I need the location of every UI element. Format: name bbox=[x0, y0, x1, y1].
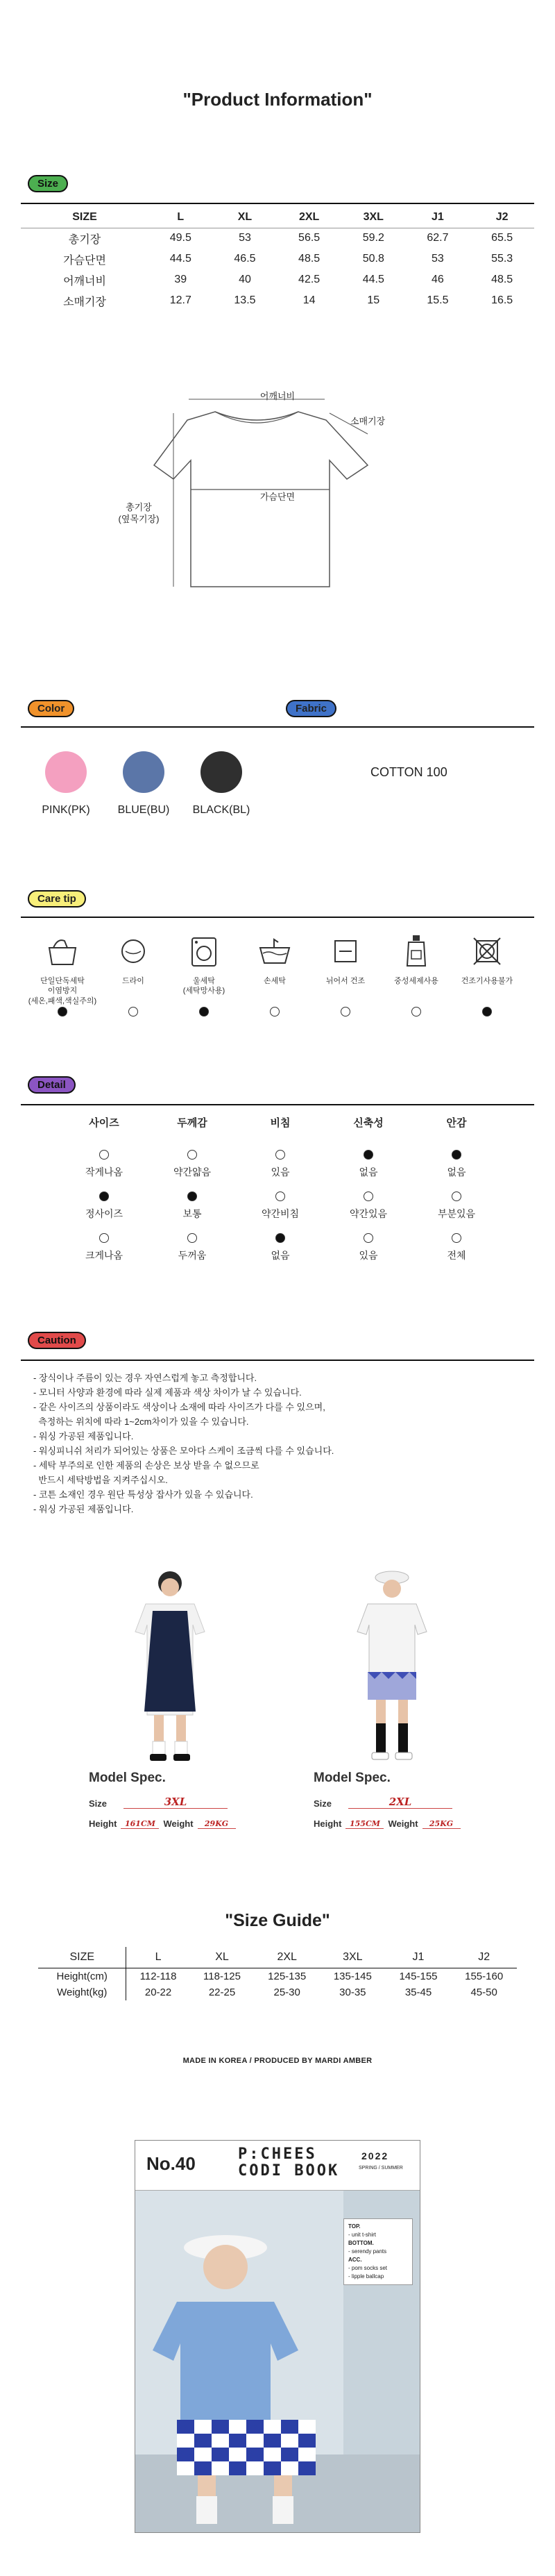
sleeve-label: 소매기장 bbox=[350, 416, 386, 426]
size-guide-cell: 125-135 bbox=[268, 1971, 307, 1982]
care-label bbox=[382, 976, 451, 1004]
model-spec-title: Model Spec. bbox=[89, 1771, 166, 1785]
detail-option bbox=[157, 1150, 227, 1191]
detail-option bbox=[246, 1191, 315, 1233]
detail-dot bbox=[452, 1233, 461, 1243]
codi-bottom-value: - serendy pants bbox=[348, 2248, 387, 2255]
color-swatch-item bbox=[183, 751, 259, 817]
care-item bbox=[240, 930, 309, 1017]
detail-grid bbox=[69, 1115, 500, 1289]
caution-badge: Caution bbox=[28, 1332, 86, 1349]
model-hw-row bbox=[89, 1818, 255, 1829]
codi-year: 2022 bbox=[361, 2150, 389, 2161]
model-weight-value: 29KG bbox=[198, 1819, 236, 1829]
detail-option-text: 보통 bbox=[182, 1208, 202, 1219]
size-header-cell: J1 bbox=[432, 210, 444, 223]
size-guide-header-cell: J1 bbox=[386, 1947, 452, 1968]
size-cell: 48.5 bbox=[298, 253, 321, 265]
color-name: BLUE(BU) bbox=[117, 804, 170, 816]
size-cell: 42.5 bbox=[298, 274, 321, 285]
care-check-dot bbox=[411, 1007, 421, 1017]
codi-acc-label: ACC. bbox=[348, 2257, 362, 2263]
model-size-row bbox=[89, 1796, 255, 1809]
size-cell: 16.5 bbox=[491, 294, 513, 306]
size-cell: 14 bbox=[302, 294, 316, 306]
care-check-dot bbox=[199, 1007, 209, 1017]
caution-line: - 세탁 부주의로 인한 제품의 손상은 보상 받을 수 없으므로 bbox=[33, 1460, 259, 1471]
size-guide-cell: 20-22 bbox=[144, 1987, 172, 1998]
detail-column bbox=[157, 1115, 227, 1275]
care-check-dot bbox=[58, 1007, 67, 1017]
model-height-value: 155CM bbox=[345, 1819, 384, 1829]
detail-option bbox=[157, 1191, 227, 1233]
caution-line: - 장식이나 주름이 있는 경우 자연스럽게 놓고 측정합니다. bbox=[33, 1373, 257, 1383]
codi-outfit-card bbox=[343, 2218, 413, 2285]
model-photo-2 bbox=[340, 1562, 444, 1771]
size-guide-row-label: Weight(kg) bbox=[38, 1984, 126, 2000]
checker-shorts bbox=[177, 2420, 316, 2475]
color-divider bbox=[21, 726, 534, 728]
color-swatch bbox=[123, 751, 164, 793]
codi-title-line1: P:CHEES bbox=[238, 2146, 317, 2163]
size-cell: 39 bbox=[174, 274, 187, 285]
fabric-badge: Fabric bbox=[286, 700, 336, 717]
color-badge: Color bbox=[28, 700, 74, 717]
detail-option-text: 부분있음 bbox=[437, 1208, 476, 1219]
detail-option-text: 정사이즈 bbox=[85, 1208, 123, 1219]
color-swatch bbox=[200, 751, 242, 793]
care-label-line1: 중성세제사용 bbox=[394, 977, 438, 985]
fabric-value: COTTON 100 bbox=[370, 765, 447, 779]
size-header-cell: XL bbox=[237, 210, 253, 223]
care-divider bbox=[21, 917, 534, 918]
size-cell: 15.5 bbox=[427, 294, 449, 306]
model-height-label: Height bbox=[89, 1818, 117, 1829]
detergent-icon bbox=[395, 930, 437, 972]
detail-option-text: 작게나옴 bbox=[85, 1166, 123, 1178]
detail-column bbox=[334, 1115, 403, 1275]
size-guide-title: "Size Guide" bbox=[225, 1911, 330, 1930]
size-guide-cell: 45-50 bbox=[470, 1987, 497, 1998]
care-label-line1: 드라이 bbox=[122, 977, 144, 985]
care-label bbox=[311, 976, 380, 1004]
detail-dot bbox=[99, 1150, 109, 1160]
color-name: PINK(PK) bbox=[42, 804, 90, 816]
detail-option-text: 없음 bbox=[359, 1166, 378, 1178]
size-badge: Size bbox=[28, 175, 68, 192]
size-guide-cell: 35-45 bbox=[404, 1987, 432, 1998]
care-check-dot bbox=[482, 1007, 492, 1017]
detail-option-text: 크게나옴 bbox=[85, 1250, 123, 1261]
size-guide-row bbox=[38, 1984, 517, 2000]
detail-option-text: 전체 bbox=[447, 1250, 466, 1261]
length-label bbox=[104, 501, 173, 525]
detail-option-text: 있음 bbox=[271, 1166, 290, 1178]
size-guide-header-cell: L bbox=[126, 1947, 190, 1968]
detail-column bbox=[246, 1115, 315, 1275]
care-label-line2: (세탁망사용) bbox=[182, 987, 225, 996]
caution-line: - 같은 사이즈의 상품이라도 색상이나 소재에 따라 사이즈가 다를 수 있으며, bbox=[33, 1402, 325, 1412]
model-size-value: 3XL bbox=[123, 1796, 228, 1809]
detail-option bbox=[69, 1233, 139, 1275]
size-cell: 48.5 bbox=[491, 274, 513, 285]
model-size-row bbox=[314, 1796, 480, 1809]
care-label bbox=[169, 976, 239, 1004]
detail-option bbox=[246, 1233, 315, 1275]
size-header-cell: 3XL bbox=[363, 210, 384, 223]
size-guide-header-cell: 2XL bbox=[254, 1947, 320, 1968]
flat-dry-icon bbox=[325, 930, 366, 972]
size-table-row bbox=[21, 228, 534, 249]
care-label bbox=[99, 976, 168, 1004]
care-list bbox=[28, 930, 527, 1028]
caution-line: 반드시 세탁방법을 지켜주십시오. bbox=[33, 1475, 168, 1485]
detail-option-text: 두꺼움 bbox=[178, 1250, 207, 1261]
color-swatch-item bbox=[105, 751, 182, 817]
size-cell: 56.5 bbox=[298, 232, 321, 244]
codi-acc-value2: - lipple ballcap bbox=[348, 2273, 384, 2280]
model-weight-value: 25KG bbox=[422, 1819, 461, 1829]
size-cell: 53 bbox=[239, 232, 251, 244]
size-header-cell: L bbox=[177, 210, 185, 223]
care-label bbox=[452, 976, 522, 1004]
length-label-line2: (옆목기장) bbox=[118, 514, 160, 524]
detail-option bbox=[69, 1191, 139, 1233]
detail-column-title: 두께감 bbox=[177, 1117, 207, 1129]
caution-list bbox=[33, 1371, 533, 1516]
care-item bbox=[452, 930, 522, 1017]
size-guide-cell: 155-160 bbox=[465, 1971, 504, 1982]
care-label-line1: 손세탁 bbox=[264, 977, 286, 985]
codi-bottom-label: BOTTOM. bbox=[348, 2240, 374, 2246]
codi-title-line2: CODI BOOK bbox=[238, 2162, 340, 2180]
detail-column-title: 사이즈 bbox=[89, 1117, 119, 1129]
size-guide-header-cell: 3XL bbox=[320, 1947, 386, 1968]
caution-divider bbox=[21, 1360, 534, 1361]
care-item bbox=[169, 930, 239, 1017]
size-cell: 46.5 bbox=[234, 253, 256, 265]
detail-dot bbox=[364, 1150, 373, 1160]
detail-dot bbox=[99, 1191, 109, 1201]
size-guide-row-label: Height(cm) bbox=[38, 1968, 126, 1985]
size-cell: 62.7 bbox=[427, 232, 449, 244]
detail-dot bbox=[275, 1150, 285, 1160]
model-size-label: Size bbox=[89, 1798, 108, 1809]
size-guide-cell: 112-118 bbox=[139, 1971, 177, 1982]
care-label bbox=[240, 976, 309, 1004]
model-weight-label: Weight bbox=[388, 1818, 418, 1829]
size-cell: 49.5 bbox=[169, 232, 191, 244]
codi-issue: No.40 bbox=[146, 2153, 196, 2174]
washing-machine-icon bbox=[183, 930, 225, 972]
detail-option bbox=[246, 1150, 315, 1191]
size-cell: 44.5 bbox=[362, 274, 384, 285]
chest-label: 가슴단면 bbox=[259, 492, 296, 502]
size-cell: 65.5 bbox=[491, 232, 513, 244]
size-cell: 55.3 bbox=[491, 253, 513, 265]
size-guide-cell: 22-25 bbox=[208, 1987, 236, 1998]
model-spec-title: Model Spec. bbox=[314, 1771, 391, 1785]
detail-option bbox=[69, 1150, 139, 1191]
size-cell: 46 bbox=[432, 274, 444, 285]
size-table-header bbox=[21, 207, 534, 228]
care-label-line3: (세온,패색,색실주의) bbox=[28, 996, 97, 1005]
codi-top-label: TOP. bbox=[348, 2223, 361, 2230]
size-guide-header-cell: XL bbox=[190, 1947, 255, 1968]
detail-column-title: 비침 bbox=[270, 1117, 291, 1129]
size-row-label: 소매기장 bbox=[63, 296, 106, 308]
caution-line: - 워싱 가공된 제품입니다. bbox=[33, 1431, 134, 1441]
color-swatches bbox=[28, 751, 264, 828]
model-height-value: 161CM bbox=[121, 1819, 159, 1829]
care-item bbox=[311, 930, 380, 1017]
detail-option-text: 약간있음 bbox=[349, 1208, 388, 1219]
model-weight-label: Weight bbox=[163, 1818, 194, 1829]
model-size-value: 2XL bbox=[348, 1796, 452, 1809]
codi-title bbox=[238, 2146, 339, 2180]
size-row-label: 가슴단면 bbox=[63, 254, 106, 267]
length-label-line1: 총기장 bbox=[126, 502, 152, 512]
detail-option-text: 약간비침 bbox=[261, 1208, 300, 1219]
shoulder-label: 어깨너비 bbox=[259, 391, 296, 401]
size-cell: 50.8 bbox=[362, 253, 384, 265]
detail-column-title: 신축성 bbox=[353, 1117, 384, 1129]
care-check-dot bbox=[270, 1007, 280, 1017]
page-title: "Product Information" bbox=[182, 89, 373, 110]
model-spec-2 bbox=[314, 1771, 480, 1829]
model-size-label: Size bbox=[314, 1798, 332, 1809]
tshirt-measurement-diagram bbox=[111, 378, 402, 594]
size-guide-header bbox=[38, 1947, 517, 1968]
detail-option bbox=[334, 1191, 403, 1233]
care-check-dot bbox=[341, 1007, 350, 1017]
detail-option-text: 약간얇음 bbox=[173, 1166, 212, 1178]
care-label-line2: 이염방지 bbox=[47, 987, 78, 996]
footer-credit: MADE IN KOREA / PRODUCED BY MARDI AMBER bbox=[182, 2057, 373, 2065]
size-guide-cell: 145-155 bbox=[399, 1971, 438, 1982]
size-cell: 59.2 bbox=[362, 232, 384, 244]
hand-wash-icon bbox=[42, 930, 83, 972]
color-swatch-item bbox=[28, 751, 104, 817]
detail-option-text: 없음 bbox=[447, 1166, 466, 1178]
detail-dot bbox=[275, 1233, 285, 1243]
detail-dot bbox=[99, 1233, 109, 1243]
size-top-divider bbox=[21, 203, 534, 204]
size-guide-cell: 30-35 bbox=[339, 1987, 366, 1998]
size-guide-row bbox=[38, 1968, 517, 1985]
detail-column bbox=[69, 1115, 139, 1275]
caution-line: 측정하는 위치에 따라 1~2cm차이가 있을 수 있습니다. bbox=[33, 1416, 249, 1427]
detail-option bbox=[157, 1233, 227, 1275]
tshirt-collar bbox=[215, 412, 298, 423]
detail-dot bbox=[364, 1191, 373, 1201]
codi-season: SPRING / SUMMER bbox=[359, 2166, 403, 2171]
size-table-row bbox=[21, 269, 534, 290]
care-label-line1: 뉘어서 건조 bbox=[325, 977, 366, 985]
care-label bbox=[28, 976, 97, 1004]
size-cell: 15 bbox=[367, 294, 380, 306]
size-row-label: 어깨너비 bbox=[63, 275, 106, 287]
size-cell: 12.7 bbox=[169, 294, 191, 306]
size-table bbox=[21, 207, 534, 311]
detail-dot bbox=[187, 1233, 197, 1243]
caution-line: - 워싱피니쉬 처리가 되어있는 상품은 모아다 스케이 조금씩 다를 수 있습니다. bbox=[33, 1446, 334, 1456]
size-cell: 44.5 bbox=[169, 253, 191, 265]
size-guide-header-cell: J2 bbox=[451, 1947, 517, 1968]
detail-option-text: 있음 bbox=[359, 1250, 378, 1261]
detail-column-title: 안감 bbox=[446, 1117, 467, 1129]
size-cell: 13.5 bbox=[234, 294, 256, 306]
care-check-dot bbox=[128, 1007, 138, 1017]
size-header-cell: SIZE bbox=[72, 210, 97, 223]
detail-option bbox=[422, 1150, 491, 1191]
detail-divider bbox=[21, 1104, 534, 1105]
care-badge: Care tip bbox=[28, 890, 86, 908]
model-spec-1 bbox=[89, 1771, 255, 1829]
size-header-cell: 2XL bbox=[298, 210, 320, 223]
model-photo-1 bbox=[118, 1562, 222, 1771]
size-table-row bbox=[21, 290, 534, 311]
care-label-line1: 단일단독세탁 bbox=[40, 977, 85, 985]
size-table-row bbox=[21, 249, 534, 269]
size-guide-header-cell: SIZE bbox=[38, 1947, 126, 1968]
detail-option bbox=[334, 1233, 403, 1275]
care-item bbox=[382, 930, 451, 1017]
hand-basin-icon bbox=[254, 930, 296, 972]
model-hw-row bbox=[314, 1818, 480, 1829]
caution-line: - 코튼 소재인 경우 원단 특성상 잡사가 있을 수 있습니다. bbox=[33, 1489, 253, 1500]
detail-column bbox=[422, 1115, 491, 1275]
detail-badge: Detail bbox=[28, 1076, 76, 1094]
model-height-label: Height bbox=[314, 1818, 342, 1829]
care-item bbox=[28, 930, 97, 1017]
size-guide-cell: 118-125 bbox=[203, 1971, 241, 1982]
color-name: BLACK(BL) bbox=[192, 804, 250, 816]
size-row-label: 총기장 bbox=[68, 233, 101, 246]
detail-dot bbox=[452, 1150, 461, 1160]
detail-dot bbox=[187, 1150, 197, 1160]
detail-option bbox=[422, 1191, 491, 1233]
codi-book-cover bbox=[135, 2140, 420, 2533]
caution-line: - 모니터 사양과 환경에 따라 실제 제품과 색상 차이가 날 수 있습니다. bbox=[33, 1387, 302, 1398]
care-label-line1: 건조기사용불가 bbox=[461, 977, 513, 985]
detail-dot bbox=[275, 1191, 285, 1201]
size-guide-cell: 25-30 bbox=[273, 1987, 300, 1998]
size-guide-cell: 135-145 bbox=[333, 1971, 372, 1982]
codi-top-value: - unit t-shirt bbox=[348, 2232, 377, 2238]
no-tumble-dry-icon bbox=[466, 930, 508, 972]
size-cell: 53 bbox=[432, 253, 444, 265]
detail-dot bbox=[187, 1191, 197, 1201]
codi-acc-value1: - pom socks set bbox=[348, 2265, 388, 2271]
color-swatch bbox=[45, 751, 87, 793]
caution-line: - 워싱 가공된 제품입니다. bbox=[33, 1504, 134, 1514]
size-cell: 40 bbox=[239, 274, 251, 285]
detail-dot bbox=[452, 1191, 461, 1201]
detail-option-text: 없음 bbox=[271, 1250, 290, 1261]
detail-dot bbox=[364, 1233, 373, 1243]
size-guide-table bbox=[38, 1947, 517, 2000]
dry-clean-icon bbox=[112, 930, 154, 972]
care-item bbox=[99, 930, 168, 1017]
size-header-cell: J2 bbox=[495, 210, 509, 223]
detail-option bbox=[334, 1150, 403, 1191]
detail-option bbox=[422, 1233, 491, 1275]
care-label-line1: 울세탁 bbox=[193, 977, 215, 985]
